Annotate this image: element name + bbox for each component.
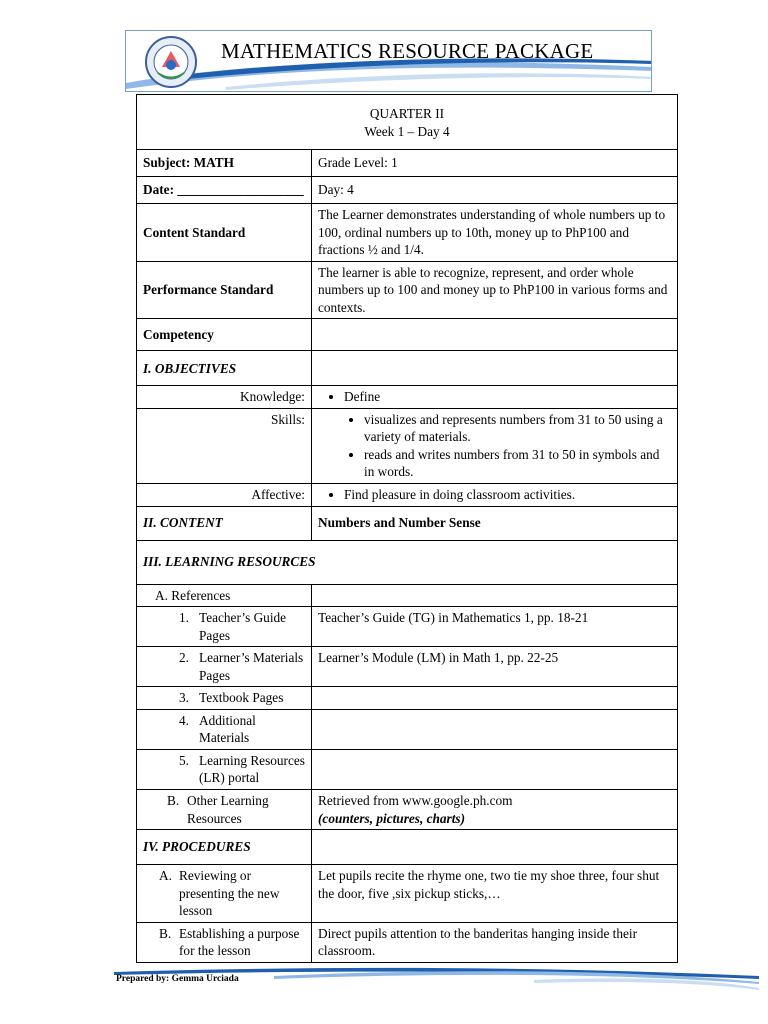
- content-row: [137, 506, 678, 540]
- knowledge-list: [318, 388, 671, 406]
- performance-standard-text: The learner is able to recognize, represent, and order whole numbers up to 100 and money up to PhP100 in various forms and contexts.: [312, 261, 678, 319]
- table-row: [137, 749, 678, 789]
- date-row: [137, 177, 678, 204]
- table-row: [137, 647, 678, 687]
- item-label: Learning Resources (LR) portal: [199, 752, 305, 786]
- lesson-plan-table: [136, 94, 678, 963]
- week-day: Week 1 – Day 4: [364, 123, 450, 139]
- affective-label: Affective:: [137, 484, 312, 507]
- competency-row: [137, 319, 678, 351]
- item-number: 5.: [179, 752, 189, 768]
- competency-value: [312, 319, 678, 351]
- procedures-heading: IV. PROCEDURES: [137, 830, 312, 865]
- item-value: Direct pupils attention to the banderitas hanging inside their classroom.: [312, 922, 678, 962]
- affective-row: [137, 484, 678, 507]
- grade-level-cell: Grade Level: 1: [312, 150, 678, 177]
- item-label: Additional Materials: [199, 712, 256, 746]
- other-resources-row: [137, 790, 678, 830]
- skills-label: Skills:: [137, 408, 312, 483]
- item-number: 2.: [179, 650, 189, 666]
- affective-list: [318, 486, 671, 504]
- objectives-heading-row: [137, 351, 678, 386]
- item-value: [312, 749, 678, 789]
- knowledge-row: [137, 386, 678, 409]
- other-resources-value: Retrieved from www.google.ph.com: [318, 793, 513, 809]
- quarter-row: [137, 95, 678, 150]
- list-item: • visualizes and represents numbers from 31 to 50 using a variety of materials.: [364, 411, 671, 446]
- item-label: Teacher’s Guide Pages: [199, 610, 287, 643]
- item-number: B.: [159, 925, 172, 941]
- list-item: • Define: [344, 388, 671, 406]
- item-value: Teacher’s Guide (TG) in Mathematics 1, pp. 18-21: [312, 607, 678, 647]
- references-label: A. References: [137, 584, 312, 607]
- list-item: • reads and writes numbers from 31 to 50 in symbols and in words.: [364, 446, 671, 481]
- content-standard-row: [137, 204, 678, 262]
- item-label: Other Learning Resources: [187, 793, 269, 826]
- competency-label: Competency: [137, 319, 312, 351]
- prepared-by: Prepared by: Gemma Urciada: [116, 974, 239, 984]
- item-value: [312, 709, 678, 749]
- item-number: B.: [167, 793, 180, 809]
- procedures-heading-row: [137, 830, 678, 865]
- header-banner: [125, 30, 652, 92]
- day-cell: Day: 4: [312, 177, 678, 204]
- table-row: [137, 607, 678, 647]
- date-cell: Date: ___________________: [137, 177, 312, 204]
- other-resources-note: (counters, pictures, charts): [318, 810, 466, 826]
- performance-standard-label: Performance Standard: [137, 261, 312, 319]
- subject-row: [137, 150, 678, 177]
- item-label: Textbook Pages: [199, 690, 284, 706]
- item-value: Let pupils recite the rhyme one, two tie my shoe three, four shut the door, five ,six pickup sticks,…: [312, 865, 678, 923]
- table-row: [137, 865, 678, 923]
- content-standard-text: The Learner demonstrates understanding of whole numbers up to 100, ordinal numbers up to 10th, money up to PhP100 and fractions ½ and 1/4.: [312, 204, 678, 262]
- content-value: Numbers and Number Sense: [312, 506, 678, 540]
- header-title: MATHEMATICS RESOURCE PACKAGE: [221, 39, 594, 63]
- item-value: Learner’s Module (LM) in Math 1, pp. 22-25: [312, 647, 678, 687]
- item-number: 3.: [179, 690, 189, 706]
- resources-heading: III. LEARNING RESOURCES: [137, 540, 678, 584]
- item-number: A.: [159, 868, 172, 884]
- item-value: [312, 687, 678, 710]
- performance-standard-row: [137, 261, 678, 319]
- subject-cell: Subject: MATH: [137, 150, 312, 177]
- table-row: [137, 709, 678, 749]
- knowledge-label: Knowledge:: [137, 386, 312, 409]
- list-item: • Find pleasure in doing classroom activities.: [344, 486, 671, 504]
- content-standard-label: Content Standard: [137, 204, 312, 262]
- item-number: 1.: [179, 610, 189, 626]
- resources-heading-row: [137, 540, 678, 584]
- item-number: 4.: [179, 712, 189, 728]
- item-label: Reviewing or presenting the new lesson: [179, 868, 280, 919]
- skills-row: [137, 408, 678, 483]
- item-label: Learner’s Materials Pages: [199, 650, 304, 683]
- references-row: [137, 584, 678, 607]
- objectives-heading: I. OBJECTIVES: [137, 351, 312, 386]
- deped-seal-icon: [144, 35, 198, 89]
- table-row: [137, 922, 678, 962]
- item-label: Establishing a purpose for the lesson: [179, 925, 300, 959]
- skills-list: [318, 411, 671, 481]
- table-row: [137, 687, 678, 710]
- content-heading: II. CONTENT: [137, 506, 312, 540]
- quarter-title: QUARTER II: [369, 106, 445, 121]
